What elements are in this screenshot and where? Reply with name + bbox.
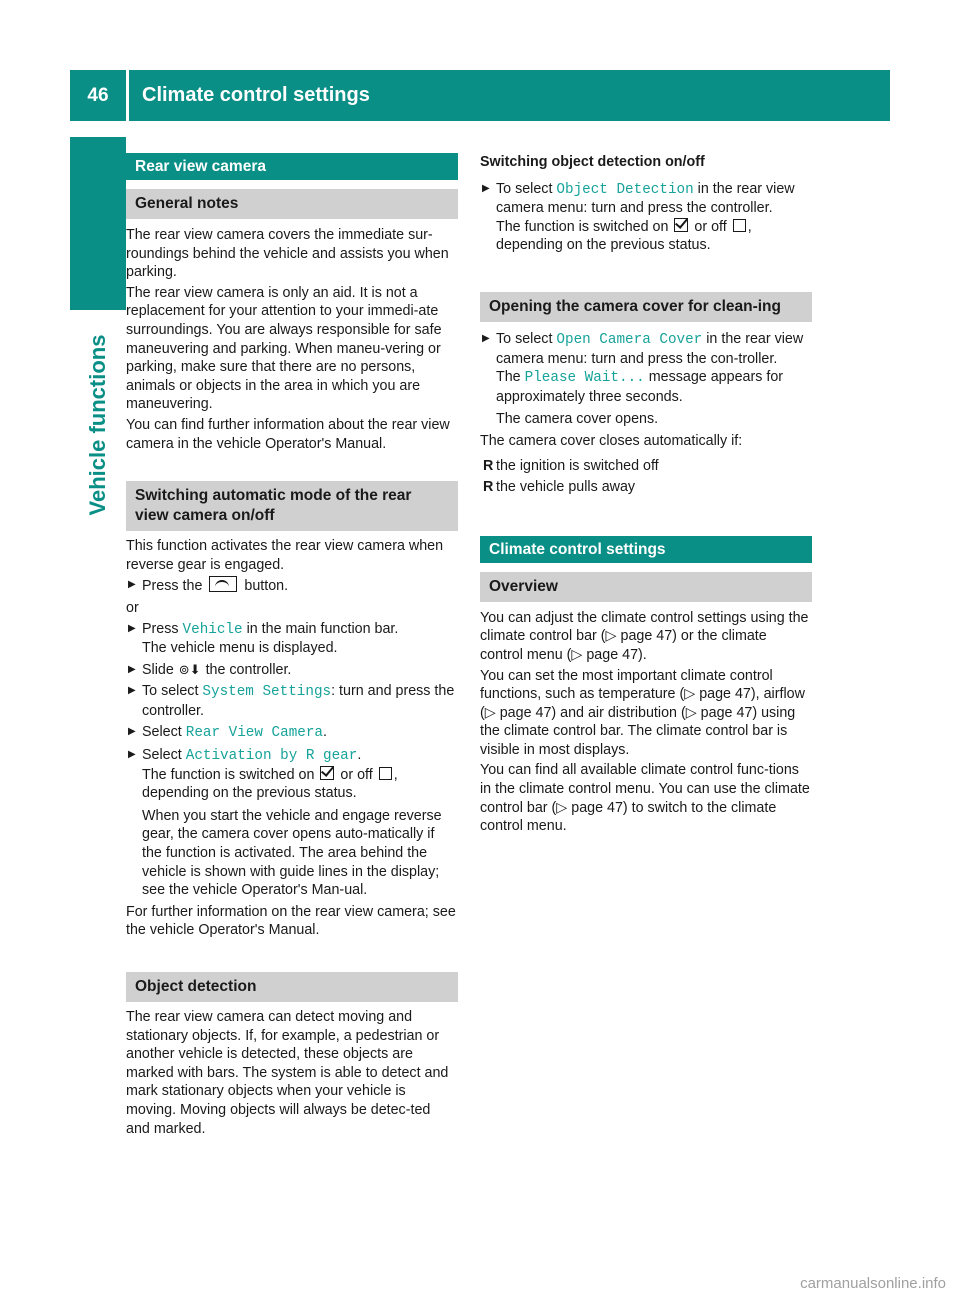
- further-info: For further information on the rear view camera; see the vehicle Operator's Manual.: [126, 903, 456, 939]
- vehicle-menu-code: Vehicle: [182, 621, 243, 638]
- overview-paragraph-3: You can find all available climate control func-tions in the climate control menu. You can use the climate control bar (▷ page 47) to switch to the climate control menu.: [480, 762, 810, 835]
- general-paragraph-1: The rear view camera covers the immediate sur-roundings behind the vehicle and assists you when parking.: [126, 227, 449, 281]
- page-title: Climate control settings: [142, 84, 370, 106]
- section-tab-marker: [70, 137, 126, 310]
- camera-button-icon: [209, 576, 237, 592]
- step-arrow-icon: ▶: [482, 182, 490, 194]
- step-select-open-camera-cover: ▶ To select Open Camera Cover in the rear view camera menu: turn and press the con-troller. The Please Wait... message appears for approximately three seconds. The camera cover opens.: [482, 330, 804, 428]
- step-select-system-settings: ▶ To select System Settings: turn and press the controller.: [128, 683, 455, 719]
- controller-slide-down-icon: ⊚⬇: [178, 661, 201, 677]
- activation-result-2: When you start the vehicle and engage reverse gear, the camera cover opens auto-matically if the function is activated. The area behind the vehicle is shown with guide lines in the display; see the vehicle Operator's Man-ual.: [142, 807, 442, 899]
- overview-heading: Overview: [480, 572, 812, 602]
- object-detection-heading: Object detection: [126, 972, 458, 1002]
- bullet-icon: R: [483, 479, 494, 496]
- watermark: carmanualsonline.info: [800, 1275, 946, 1292]
- step-arrow-icon: ▶: [128, 726, 136, 738]
- overview-paragraph-2: You can set the most important climate control functions, such as temperature (▷ page 47), airflow (▷ page 47) and air distribution (▷ page 47) using the climate control bar. The climate control bar is visible in most displays.: [480, 667, 805, 758]
- step-arrow-icon: ▶: [128, 663, 136, 675]
- step-arrow-icon: ▶: [482, 332, 490, 344]
- step-arrow-icon: ▶: [128, 579, 136, 591]
- switching-heading: Switching automatic mode of the rear view camera on/off: [126, 481, 458, 531]
- general-paragraph-3: You can find further information about the rear view camera in the vehicle Operator's Manual.: [126, 416, 450, 452]
- rear-camera-heading: Rear view camera: [126, 153, 458, 180]
- object-detection-paragraph: The rear view camera can detect moving and stationary objects. If, for example, a pedestrian or another vehicle is detected, these objects are marked with bars. The system is able to detect and mark stationary objects when your vehicle is moving. Moving objects will always be detec-ted and marked.: [126, 1009, 449, 1137]
- cover-opens-text: The camera cover opens.: [496, 411, 659, 428]
- general-paragraph-2: The rear view camera is only an aid. It is not a replacement for your attention to your immedi-ate surroundings. You are always responsible for safe maneuvering and parking. When maneu-vering or parking, make sure that there are no persons, animals or objects in the area in which you are maneuvering.: [126, 284, 442, 413]
- checkbox-checked-icon: [674, 218, 688, 232]
- step-press-vehicle: ▶ Press Vehicle in the main function bar. The vehicle menu is displayed.: [128, 620, 399, 657]
- opening-cover-heading: Opening the camera cover for clean-ing: [480, 292, 812, 322]
- step-select-activation: ▶ Select Activation by R gear. The function is switched on or off , depending on the previous status. When you start the vehicle and engage reverse gear, the camera cover opens auto-matically if the function is activated. The area behind the vehicle is shown with guide lines in the display; see the vehicle Operator's Man-ual.: [128, 747, 442, 899]
- step-arrow-icon: ▶: [128, 622, 136, 634]
- checkbox-unchecked-icon: [379, 767, 392, 780]
- switch-object-heading: Switching object detection on/off: [480, 154, 705, 170]
- object-detection-code: Object Detection: [556, 181, 694, 198]
- bullet-ignition: R the ignition is switched off: [483, 457, 659, 474]
- activation-code: Activation by R gear: [185, 748, 358, 765]
- switching-intro: This function activates the rear view camera when reverse gear is engaged.: [126, 538, 444, 573]
- section-side-label: Vehicle functions: [85, 334, 110, 516]
- or-text: or: [126, 599, 139, 616]
- page-number: 46: [87, 85, 109, 106]
- please-wait-code: Please Wait...: [524, 370, 645, 387]
- step-select-rear-view-camera: ▶ Select Rear View Camera.: [128, 724, 327, 742]
- checkbox-checked-icon: [320, 766, 334, 780]
- general-notes-heading: General notes: [126, 189, 458, 219]
- checkbox-unchecked-icon: [733, 219, 746, 232]
- open-camera-cover-code: Open Camera Cover: [556, 331, 703, 348]
- step-select-object-detection: ▶ To select Object Detection in the rear view camera menu: turn and press the controller. The function is switched on or off , depending on the previous status.: [482, 180, 795, 254]
- step-slide-controller: ▶ Slide ⊚⬇ the controller.: [128, 661, 292, 678]
- bullet-pulls-away: R the vehicle pulls away: [483, 479, 636, 496]
- overview-paragraph-1: You can adjust the climate control settings using the climate control bar (▷ page 47) or the climate control menu (▷ page 47).: [480, 609, 809, 663]
- step-press-button: ▶ Press the button.: [128, 578, 289, 595]
- bullet-icon: R: [483, 457, 494, 474]
- step-arrow-icon: ▶: [128, 749, 136, 761]
- rear-view-camera-code: Rear View Camera: [185, 725, 324, 742]
- page-header: [70, 70, 890, 121]
- step-arrow-icon: ▶: [128, 685, 136, 697]
- climate-heading: Climate control settings: [480, 536, 812, 563]
- header-divider: [126, 70, 129, 121]
- right-column: [480, 153, 812, 838]
- closes-intro: The camera cover closes automatically if:: [480, 432, 743, 449]
- system-settings-code: System Settings: [202, 684, 332, 701]
- left-column: [126, 153, 458, 1140]
